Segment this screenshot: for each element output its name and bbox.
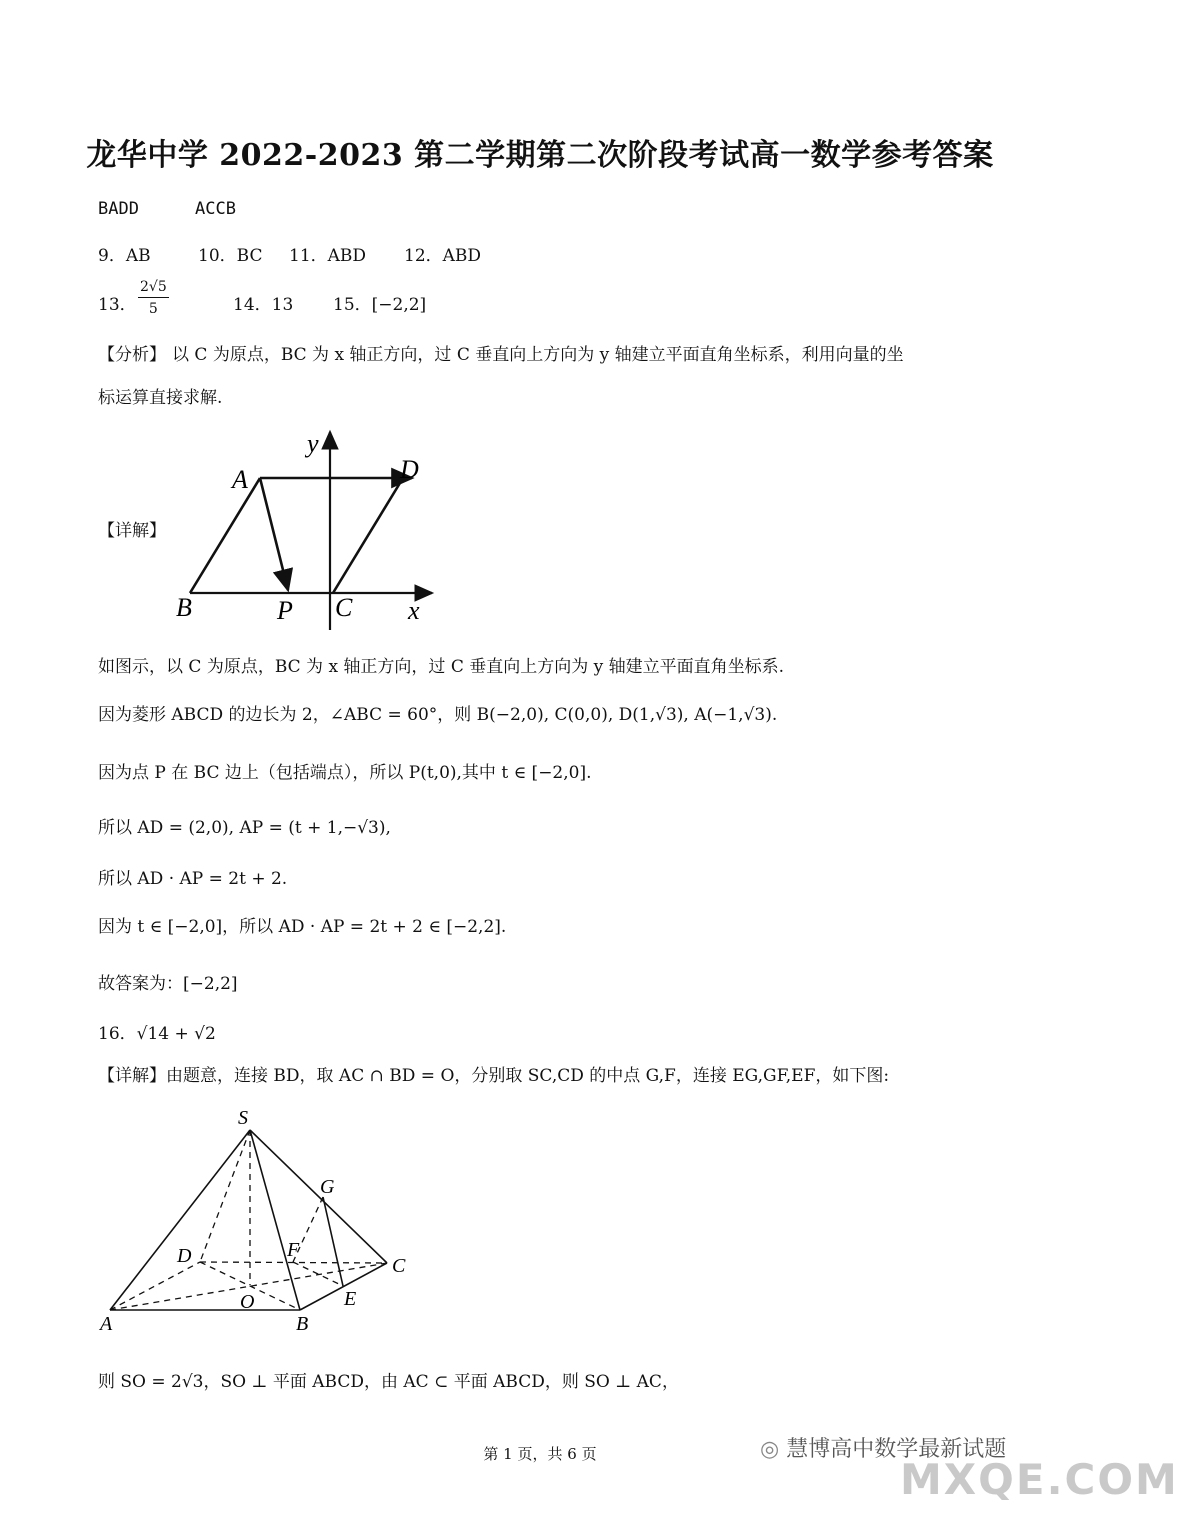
final-answer: 故答案为：[−2,2] (98, 974, 238, 994)
watermark-account-name: 慧博高中数学最新试题 (786, 1437, 1007, 1462)
label-f: F (287, 1239, 300, 1261)
answer-q15: 15．[−2,2] (333, 295, 427, 315)
pyramid-figure (95, 1100, 425, 1340)
label-g: G (320, 1176, 335, 1198)
detail-label: 【详解】 (98, 521, 166, 541)
answer-q11: 11．ABD (289, 246, 367, 266)
label-p: P (277, 596, 293, 625)
answer-q13-fraction (138, 280, 169, 316)
coordinate-figure (170, 420, 460, 640)
label-y: y (307, 429, 319, 458)
label-c: C (335, 593, 353, 622)
solution-line-5: 所以 AD · AP = 2t + 2. (98, 869, 288, 889)
vector-ap (260, 478, 288, 590)
side-cd (333, 478, 403, 593)
label-e: E (344, 1288, 357, 1310)
label-d: D (400, 455, 419, 484)
answer-q10: 10．BC (198, 246, 263, 266)
label-b: B (296, 1313, 309, 1335)
fraction-denominator: 5 (148, 301, 158, 317)
edge-sc (250, 1130, 387, 1263)
label-a: A (232, 465, 248, 494)
edge-sd (200, 1130, 250, 1262)
solution-line-3: 因为点 P 在 BC 边上（包括端点），所以 P(t,0),其中 t ∈ [−2,0]. (98, 763, 592, 783)
solution-line-2: 因为菱形 ABCD 的边长为 2，∠ABC = 60°，则 B(−2,0), C(0,0), D(1,√3), A(−1,√3). (98, 705, 778, 725)
solution-line-6: 因为 t ∈ [−2,0]，所以 AD · AP = 2t + 2 ∈ [−2,2]. (98, 917, 507, 937)
label-b: B (176, 593, 192, 622)
edge-sb (250, 1130, 300, 1310)
analysis-label: 【分析】 (98, 345, 166, 365)
edge-sa (110, 1130, 250, 1310)
watermark-site: MXQE.COM (900, 1455, 1179, 1504)
answer-q14: 14．13 (233, 295, 294, 315)
side-ab (190, 478, 260, 593)
label-x: x (408, 596, 420, 625)
page-title: 龙华中学 2022-2023 第二学期第二次阶段考试高一数学参考答案 (86, 138, 994, 173)
answer-q16: 16．√14 + √2 (98, 1024, 216, 1044)
analysis-line1: 以 C 为原点，BC 为 x 轴正方向，过 C 垂直向上方向为 y 轴建立平面直角坐标系，利用向量的坐 (172, 345, 904, 365)
label-a: A (100, 1313, 113, 1335)
label-s: S (238, 1107, 248, 1129)
solution-line-4: 所以 AD = (2,0), AP = (t + 1,−√3), (98, 818, 391, 838)
page-number: 第 1 页，共 6 页 (483, 1445, 597, 1463)
q16-detail: 【详解】由题意，连接 BD，取 AC ∩ BD = O，分别取 SC,CD 的中点 G,F，连接 EG,GF,EF，如下图: (98, 1066, 890, 1086)
fraction-numerator: 2√5 (138, 280, 169, 298)
answers-row1-b: ACCB (195, 199, 236, 219)
analysis-line2: 标运算直接求解. (98, 388, 223, 408)
answers-row1-a: BADD (98, 199, 139, 219)
segment-fe (293, 1262, 343, 1286)
label-d: D (177, 1245, 192, 1267)
answer-q13-label: 13． (98, 295, 137, 315)
label-o: O (240, 1291, 255, 1313)
solution-line-1: 如图示，以 C 为原点，BC 为 x 轴正方向，过 C 垂直向上方向为 y 轴建立平面直角坐标系. (98, 657, 785, 677)
answer-q12: 12．ABD (404, 246, 482, 266)
closing-line: 则 SO = 2√3，SO ⊥ 平面 ABCD，由 AC ⊂ 平面 ABCD，则 SO ⊥ AC， (98, 1372, 679, 1392)
label-c: C (392, 1255, 406, 1277)
answer-q9: 9．AB (98, 246, 151, 266)
wechat-icon: ◎ (760, 1437, 780, 1462)
